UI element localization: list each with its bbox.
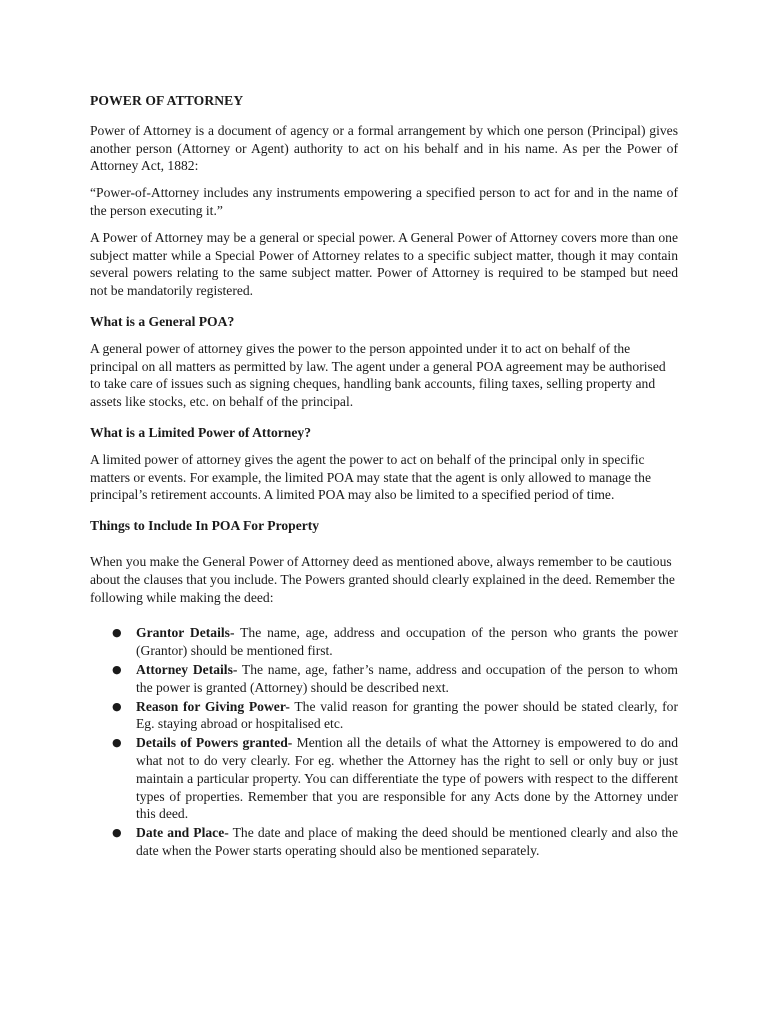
bullet-icon: ● <box>112 736 122 750</box>
list-item-attorney-details <box>90 661 678 697</box>
document-page <box>90 92 678 861</box>
bullet-icon: ● <box>112 826 122 840</box>
intro-paragraph: Power of Attorney is a document of agency or a formal arrangement by which one person (Principal) gives another person (Attorney or Agent) authority to act on his behalf and in his name. As per the Power of Attorney Act, 1882: <box>90 122 678 174</box>
general-special-paragraph: A Power of Attorney may be a general or special power. A General Power of Attorney covers more than one subject matter while a Special Power of Attorney relates to a specific subject matter, though it may contain several powers relating to the same subject matter. Power of Attorney is required to be stamped but need not be mandatorily registered. <box>90 229 678 299</box>
limited-poa-heading: What is a Limited Power of Attorney? <box>90 424 311 440</box>
list-item-text: Mention all the details of what the Attorney is empowered to do and what not to do very clearly. For eg. whether the Attorney has the right to sell or only buy or just maintain a particular property. You can differentiate the type of powers with respect to the different types of properties. Remember that you are responsible for any Acts done by the Attorney under this deed. <box>136 735 679 822</box>
property-heading: Things to Include In POA For Property <box>90 518 320 534</box>
list-item-term: Reason for Giving Power- <box>136 698 290 714</box>
act-quote: “Power-of-Attorney includes any instruments empowering a specified person to act for and in the name of the person executing it.” <box>90 185 678 218</box>
list-item-text: The valid reason for granting the power should be stated clearly, for Eg. staying abroad or hospitalised etc. <box>136 698 678 732</box>
list-item-reason-for-giving-power <box>90 698 678 734</box>
list-item-text: The name, age, address and occupation of the person who grants the power (Grantor) should be mentioned first. <box>136 625 678 659</box>
limited-poa-body: A limited power of attorney gives the agent the power to act on behalf of the principal only in specific matters or events. For example, the limited POA may state that the agent is only allowed to manage the principal’s retirement accounts. A limited POA may also be limited to a specified period of time. <box>90 451 651 503</box>
bullet-icon: ● <box>112 626 122 640</box>
general-poa-body: A general power of attorney gives the power to the person appointed under it to act on behalf of the principal on all matters as permitted by law. The agent under a general POA agreement may be authorised to take care of issues such as signing cheques, handling bank accounts, filing taxes, selling property and assets like stocks, etc. on behalf of the principal. <box>90 340 666 410</box>
list-item-term: Grantor Details- <box>136 625 235 641</box>
list-item-term: Attorney Details- <box>136 661 238 677</box>
bullet-icon: ● <box>112 699 122 713</box>
list-item-term: Date and Place- <box>136 825 229 841</box>
list-item-text: The name, age, father’s name, address and occupation of the person to whom the power is granted (Attorney) should be described next. <box>136 661 678 695</box>
list-item-term: Details of Powers granted- <box>136 735 293 751</box>
general-poa-heading: What is a General POA? <box>90 313 235 329</box>
document-title: POWER OF ATTORNEY <box>90 93 244 108</box>
list-item-details-of-powers <box>90 734 678 823</box>
list-item-grantor-details <box>90 624 678 660</box>
property-body: When you make the General Power of Attorney deed as mentioned above, always remember to be cautious about the clauses that you include. The Powers granted should clearly explained in the deed. Remember the following while making the deed: <box>90 553 675 605</box>
list-item-text: The date and place of making the deed should be mentioned clearly and also the date when the Power starts operating should also be mentioned separately. <box>136 825 678 858</box>
list-item-date-and-place <box>90 824 678 860</box>
bullet-icon: ● <box>112 662 122 676</box>
property-checklist <box>90 624 678 859</box>
